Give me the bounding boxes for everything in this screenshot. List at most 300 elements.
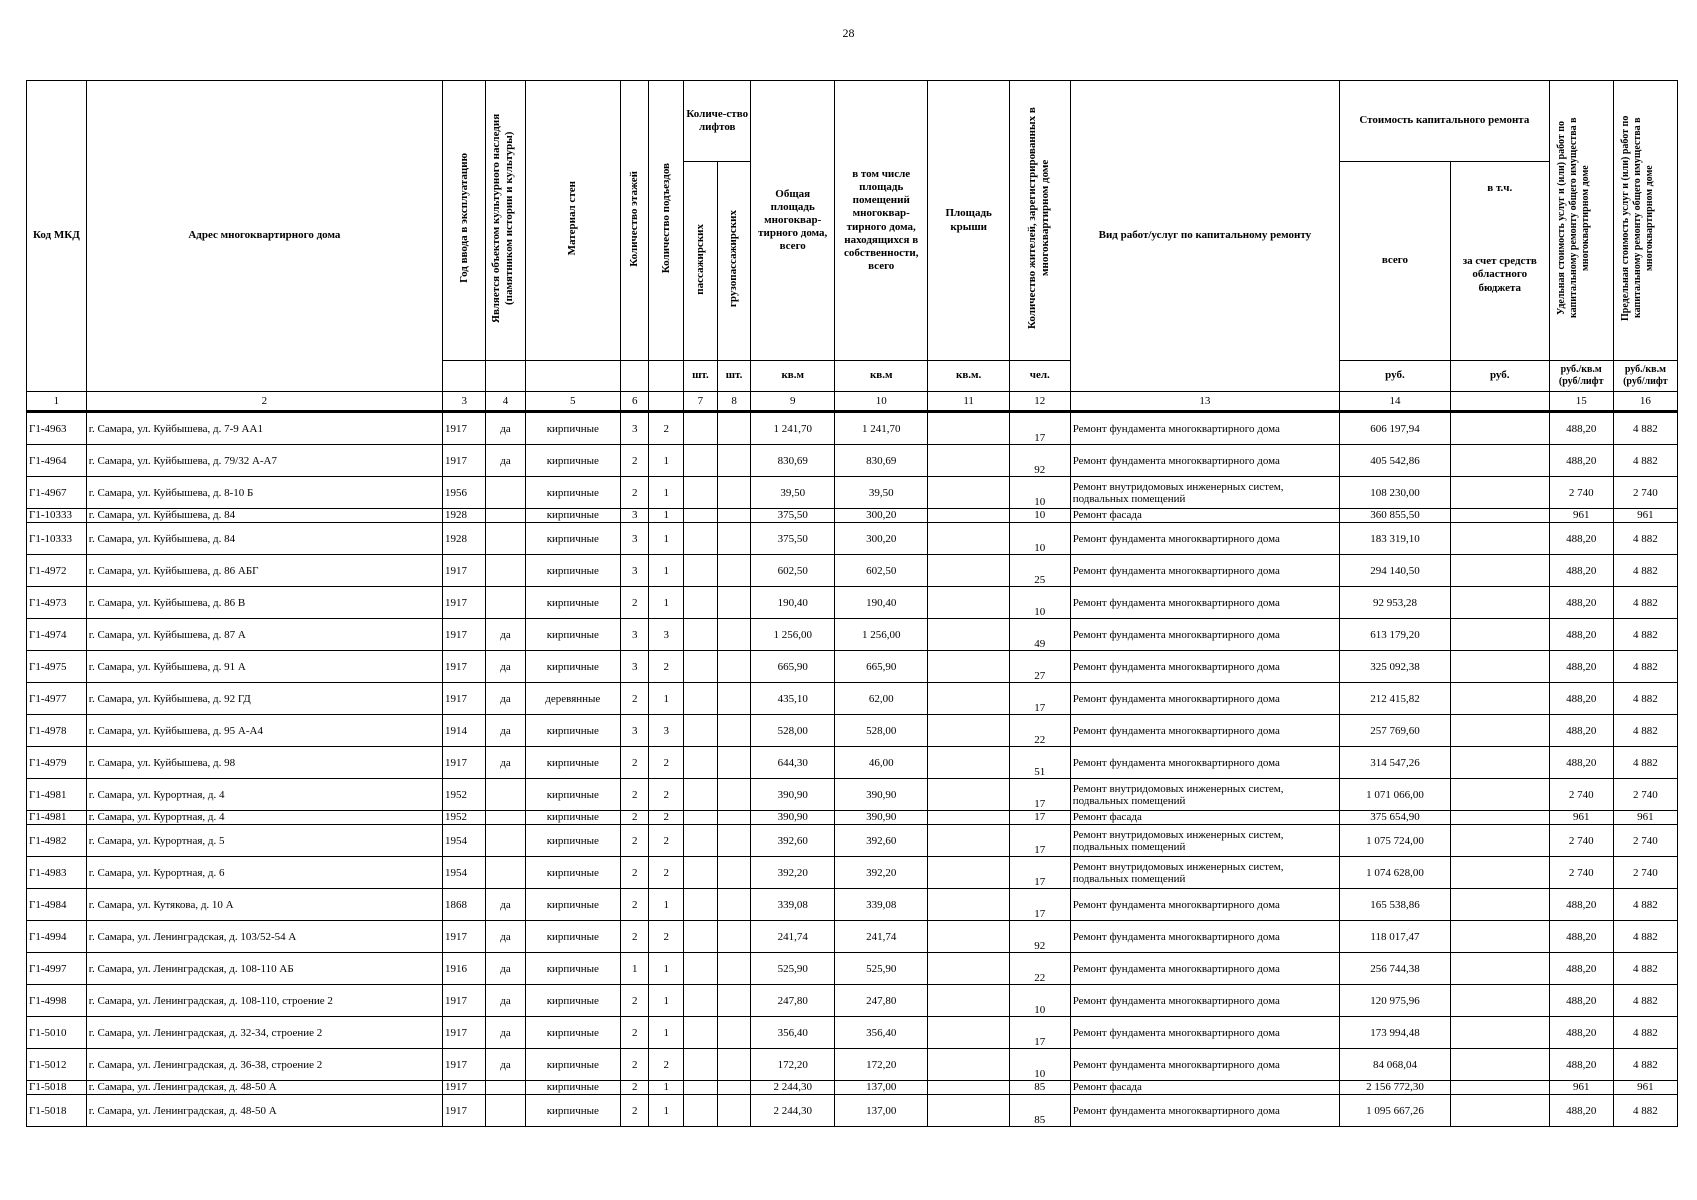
header-roof-area: Площадь крыши [928,81,1009,361]
cell-roof-area [928,779,1009,811]
table-row [27,555,1678,587]
cell-lift-cargo [717,523,751,555]
cell-floors: 2 [621,477,649,509]
header-work-type: Вид работ/услуг по капитальному ремонту [1070,81,1339,392]
cell-cost-total: 1 095 667,26 [1340,1095,1451,1127]
cell-entrances: 2 [649,651,684,683]
cell-limit-cost: 4 882 [1613,587,1677,619]
cell-cost-regional [1450,1081,1549,1095]
header-year [442,81,485,361]
cell-unit-cost: 961 [1549,509,1613,523]
cell-address: г. Самара, ул. Куйбышева, д. 87 А [86,619,442,651]
cell-limit-cost: 2 740 [1613,779,1677,811]
cell-unit-cost: 488,20 [1549,921,1613,953]
cell-heritage [486,779,525,811]
column-number: 11 [928,392,1009,412]
cell-year: 1917 [442,651,485,683]
header-entrances-label: Количество подъездов [659,163,672,274]
cell-address: г. Самара, ул. Ленинградская, д. 48-50 А [86,1081,442,1095]
cell-residents: 10 [1009,477,1070,509]
cell-year: 1917 [442,1081,485,1095]
cell-total-area: 241,74 [751,921,835,953]
cell-total-area: 392,20 [751,857,835,889]
cell-work-type: Ремонт фасада [1070,509,1339,523]
cell-floors: 2 [621,683,649,715]
cell-owned-area: 172,20 [835,1049,928,1081]
cell-limit-cost: 4 882 [1613,651,1677,683]
cell-limit-cost: 4 882 [1613,921,1677,953]
cell-heritage [486,587,525,619]
cell-code: Г1-10333 [27,523,87,555]
cell-cost-regional [1450,857,1549,889]
cell-owned-area: 241,74 [835,921,928,953]
cell-entrances: 1 [649,1017,684,1049]
cell-address: г. Самара, ул. Куйбышева, д. 92 ГД [86,683,442,715]
cell-unit-cost: 2 740 [1549,477,1613,509]
cell-year: 1917 [442,1017,485,1049]
cell-floors: 3 [621,523,649,555]
cell-roof-area [928,477,1009,509]
cell-floors: 2 [621,985,649,1017]
header-total-area: Общая площадь многоквар-тирного дома, всего [751,81,835,361]
column-number: 7 [684,392,718,412]
cell-unit-cost: 488,20 [1549,889,1613,921]
cell-entrances: 1 [649,1095,684,1127]
cell-residents: 10 [1009,523,1070,555]
cell-code: Г1-4973 [27,587,87,619]
cell-cost-regional [1450,779,1549,811]
cell-entrances: 2 [649,779,684,811]
header-year-label: Год ввода в эксплуатацию [457,153,470,284]
cell-total-area: 644,30 [751,747,835,779]
cell-address: г. Самара, ул. Кутякова, д. 10 А [86,889,442,921]
header-floors [621,81,649,361]
cell-address: г. Самара, ул. Куйбышева, д. 84 [86,509,442,523]
cell-cost-regional [1450,747,1549,779]
cell-unit-cost: 488,20 [1549,445,1613,477]
cell-cost-regional [1450,889,1549,921]
cell-roof-area [928,889,1009,921]
header-address: Адрес многоквартирного дома [86,81,442,392]
column-number: 13 [1070,392,1339,412]
cell-lift-cargo [717,1095,751,1127]
cell-wall: кирпичные [525,857,621,889]
cell-wall: кирпичные [525,889,621,921]
header-cost-regional: за счет средств областного бюджета [1462,255,1537,294]
cell-address: г. Самара, ул. Ленинградская, д. 108-110 АБ [86,953,442,985]
cell-work-type: Ремонт фасада [1070,811,1339,825]
cell-cost-regional [1450,811,1549,825]
cell-roof-area [928,825,1009,857]
cell-entrances: 1 [649,523,684,555]
cell-code: Г1-5010 [27,1017,87,1049]
cell-wall: кирпичные [525,921,621,953]
cell-unit-cost: 488,20 [1549,412,1613,445]
cell-total-area: 602,50 [751,555,835,587]
cell-unit-cost: 488,20 [1549,523,1613,555]
header-unit-cost-label: Удельная стоимость услуг и (или) работ по капитальному ремонту общего имущества в многоквартирном доме [1556,118,1592,319]
cell-year: 1917 [442,747,485,779]
cell-code: Г1-4982 [27,825,87,857]
cell-work-type: Ремонт фундамента многоквартирного дома [1070,747,1339,779]
header-wall-label: Материал стен [566,181,579,256]
cell-owned-area: 1 241,70 [835,412,928,445]
cell-year: 1917 [442,1095,485,1127]
cell-lift-passenger [684,683,718,715]
cell-limit-cost: 4 882 [1613,1049,1677,1081]
cell-cost-total: 314 547,26 [1340,747,1451,779]
cell-total-area: 247,80 [751,985,835,1017]
cell-residents: 10 [1009,509,1070,523]
cell-roof-area [928,1049,1009,1081]
cell-cost-regional [1450,412,1549,445]
cell-code: Г1-4981 [27,779,87,811]
table-header [27,81,1678,412]
cell-lift-cargo [717,811,751,825]
cell-wall: кирпичные [525,811,621,825]
cell-owned-area: 247,80 [835,985,928,1017]
cell-year: 1954 [442,857,485,889]
cell-lift-cargo [717,555,751,587]
cell-year: 1928 [442,509,485,523]
cell-total-area: 1 241,70 [751,412,835,445]
cell-limit-cost: 2 740 [1613,825,1677,857]
cell-lift-cargo [717,683,751,715]
cell-cost-total: 606 197,94 [1340,412,1451,445]
cell-lift-passenger [684,825,718,857]
cell-unit-cost: 2 740 [1549,857,1613,889]
cell-cost-total: 165 538,86 [1340,889,1451,921]
column-number: 4 [486,392,525,412]
cell-lift-cargo [717,587,751,619]
table-body [27,412,1678,1127]
cell-wall: кирпичные [525,715,621,747]
cell-roof-area [928,555,1009,587]
cell-floors: 3 [621,651,649,683]
cell-roof-area [928,1081,1009,1095]
cell-work-type: Ремонт фундамента многоквартирного дома [1070,619,1339,651]
cell-lift-passenger [684,1095,718,1127]
table-row [27,1095,1678,1127]
cell-year: 1917 [442,683,485,715]
cell-roof-area [928,412,1009,445]
cell-floors: 2 [621,1017,649,1049]
cell-cost-total: 1 071 066,00 [1340,779,1451,811]
cell-work-type: Ремонт фундамента многоквартирного дома [1070,587,1339,619]
column-number: 5 [525,392,621,412]
cell-roof-area [928,857,1009,889]
cell-limit-cost: 4 882 [1613,1017,1677,1049]
cell-cost-total: 375 654,90 [1340,811,1451,825]
cell-limit-cost: 4 882 [1613,953,1677,985]
cell-lift-cargo [717,857,751,889]
table-row [27,889,1678,921]
cell-year: 1952 [442,779,485,811]
cell-work-type: Ремонт фундамента многоквартирного дома [1070,1017,1339,1049]
header-lift-passenger [684,162,718,361]
cell-owned-area: 528,00 [835,715,928,747]
cell-heritage [486,509,525,523]
table-row [27,715,1678,747]
cell-cost-regional [1450,825,1549,857]
cell-wall: кирпичные [525,747,621,779]
cell-entrances: 1 [649,477,684,509]
cell-work-type: Ремонт фундамента многоквартирного дома [1070,1049,1339,1081]
cell-cost-total: 92 953,28 [1340,587,1451,619]
cell-roof-area [928,1095,1009,1127]
cell-owned-area: 390,90 [835,779,928,811]
cell-address: г. Самара, ул. Куйбышева, д. 7-9 АА1 [86,412,442,445]
cell-lift-passenger [684,715,718,747]
cell-address: г. Самара, ул. Куйбышева, д. 98 [86,747,442,779]
cell-cost-total: 118 017,47 [1340,921,1451,953]
cell-work-type: Ремонт фундамента многоквартирного дома [1070,985,1339,1017]
cell-lift-passenger [684,587,718,619]
column-number [1450,392,1549,412]
cell-code: Г1-5018 [27,1095,87,1127]
cell-lift-passenger [684,811,718,825]
cell-heritage [486,825,525,857]
header-limit-cost [1613,81,1677,361]
cell-cost-total: 294 140,50 [1340,555,1451,587]
cell-year: 1928 [442,523,485,555]
cell-work-type: Ремонт внутридомовых инженерных систем, подвальных помещений [1070,477,1339,509]
cell-limit-cost: 961 [1613,1081,1677,1095]
cell-unit-cost: 488,20 [1549,587,1613,619]
cell-roof-area [928,587,1009,619]
table-row [27,811,1678,825]
table-row [27,857,1678,889]
cell-work-type: Ремонт фундамента многоквартирного дома [1070,953,1339,985]
cell-work-type: Ремонт фундамента многоквартирного дома [1070,445,1339,477]
cell-entrances: 1 [649,587,684,619]
cell-owned-area: 665,90 [835,651,928,683]
cell-cost-total: 173 994,48 [1340,1017,1451,1049]
cell-residents: 27 [1009,651,1070,683]
cell-heritage: да [486,953,525,985]
cell-lift-cargo [717,477,751,509]
cell-code: Г1-4972 [27,555,87,587]
cell-floors: 3 [621,555,649,587]
cell-lift-passenger [684,555,718,587]
cell-total-area: 375,50 [751,509,835,523]
cell-cost-total: 257 769,60 [1340,715,1451,747]
cell-code: Г1-5018 [27,1081,87,1095]
cell-lift-passenger [684,857,718,889]
cell-year: 1914 [442,715,485,747]
cell-cost-total: 1 075 724,00 [1340,825,1451,857]
cell-owned-area: 602,50 [835,555,928,587]
cell-heritage: да [486,1017,525,1049]
cell-entrances: 2 [649,825,684,857]
cell-wall: кирпичные [525,651,621,683]
cell-total-area: 375,50 [751,523,835,555]
unit-limit-cost: руб./кв.м (руб/лифт [1613,361,1677,392]
cell-work-type: Ремонт фундамента многоквартирного дома [1070,412,1339,445]
cell-owned-area: 390,90 [835,811,928,825]
cell-year: 1952 [442,811,485,825]
cell-residents: 17 [1009,779,1070,811]
cell-floors: 1 [621,953,649,985]
cell-year: 1917 [442,412,485,445]
cell-code: Г1-4998 [27,985,87,1017]
cell-address: г. Самара, ул. Куйбышева, д. 95 А-А4 [86,715,442,747]
cell-code: Г1-4967 [27,477,87,509]
cell-address: г. Самара, ул. Курортная, д. 4 [86,811,442,825]
cell-unit-cost: 488,20 [1549,555,1613,587]
cell-residents: 51 [1009,747,1070,779]
cell-residents: 17 [1009,412,1070,445]
cell-floors: 2 [621,747,649,779]
cell-lift-passenger [684,921,718,953]
unit-heritage [486,361,525,392]
cell-total-area: 392,60 [751,825,835,857]
cell-wall: кирпичные [525,1095,621,1127]
column-number: 9 [751,392,835,412]
cell-unit-cost: 488,20 [1549,1049,1613,1081]
cell-total-area: 2 244,30 [751,1095,835,1127]
cell-floors: 3 [621,619,649,651]
cell-wall: кирпичные [525,1017,621,1049]
cell-code: Г1-4975 [27,651,87,683]
cell-wall: кирпичные [525,555,621,587]
cell-lift-passenger [684,412,718,445]
cell-heritage: да [486,619,525,651]
cell-floors: 2 [621,921,649,953]
cell-cost-regional [1450,953,1549,985]
column-number: 3 [442,392,485,412]
cell-heritage [486,555,525,587]
cell-roof-area [928,619,1009,651]
cell-code: Г1-4997 [27,953,87,985]
cell-roof-area [928,921,1009,953]
cell-limit-cost: 2 740 [1613,857,1677,889]
cell-work-type: Ремонт фундамента многоквартирного дома [1070,715,1339,747]
cell-cost-regional [1450,715,1549,747]
cell-entrances: 1 [649,445,684,477]
cell-address: г. Самара, ул. Куйбышева, д. 84 [86,523,442,555]
cell-limit-cost: 961 [1613,509,1677,523]
cell-heritage: да [486,921,525,953]
cell-cost-total: 360 855,50 [1340,509,1451,523]
cell-work-type: Ремонт фасада [1070,1081,1339,1095]
cell-cost-regional [1450,1095,1549,1127]
cell-code: Г1-4964 [27,445,87,477]
table-row [27,825,1678,857]
cell-lift-passenger [684,747,718,779]
cell-unit-cost: 961 [1549,811,1613,825]
cell-residents: 22 [1009,953,1070,985]
header-heritage-label: Является объектом культурного наследия (памятником истории и культуры) [490,113,516,323]
cell-owned-area: 525,90 [835,953,928,985]
table-row [27,523,1678,555]
cell-wall: деревянные [525,683,621,715]
cell-cost-regional [1450,555,1549,587]
table-row [27,1081,1678,1095]
cell-residents: 17 [1009,889,1070,921]
cell-year: 1917 [442,1049,485,1081]
cell-lift-cargo [717,921,751,953]
cell-lift-cargo [717,1081,751,1095]
cell-limit-cost: 4 882 [1613,412,1677,445]
table-row [27,412,1678,445]
cell-cost-total: 108 230,00 [1340,477,1451,509]
cell-residents: 49 [1009,619,1070,651]
cell-code: Г1-5012 [27,1049,87,1081]
cell-roof-area [928,985,1009,1017]
cell-cost-total: 256 744,38 [1340,953,1451,985]
cell-owned-area: 830,69 [835,445,928,477]
cell-heritage: да [486,985,525,1017]
cell-floors: 2 [621,825,649,857]
cell-wall: кирпичные [525,587,621,619]
cell-heritage: да [486,1049,525,1081]
header-lift-cargo [717,162,751,361]
cell-residents: 17 [1009,1017,1070,1049]
unit-lift-passenger: шт. [684,361,718,392]
header-lift-cargo-label: грузопассажирских [727,210,740,308]
cell-owned-area: 190,40 [835,587,928,619]
table-row [27,509,1678,523]
cell-roof-area [928,747,1009,779]
cell-cost-regional [1450,619,1549,651]
cell-code: Г1-4974 [27,619,87,651]
header-code: Код МКД [27,81,87,392]
cell-floors: 3 [621,509,649,523]
unit-wall [525,361,621,392]
cell-lift-passenger [684,1017,718,1049]
cell-floors: 2 [621,889,649,921]
cell-unit-cost: 488,20 [1549,1095,1613,1127]
cell-owned-area: 392,20 [835,857,928,889]
cell-cost-regional [1450,683,1549,715]
cell-code: Г1-10333 [27,509,87,523]
table-row [27,747,1678,779]
cell-year: 1917 [442,587,485,619]
cell-wall: кирпичные [525,477,621,509]
cell-residents: 92 [1009,921,1070,953]
cell-code: Г1-4983 [27,857,87,889]
cell-wall: кирпичные [525,509,621,523]
cell-owned-area: 137,00 [835,1095,928,1127]
cell-total-area: 830,69 [751,445,835,477]
cell-heritage [486,857,525,889]
cell-total-area: 172,20 [751,1049,835,1081]
cell-lift-cargo [717,509,751,523]
cell-entrances: 2 [649,747,684,779]
unit-unit-cost: руб./кв.м (руб/лифт [1549,361,1613,392]
cell-entrances: 1 [649,509,684,523]
cell-code: Г1-4978 [27,715,87,747]
cell-owned-area: 300,20 [835,523,928,555]
cell-floors: 2 [621,779,649,811]
cell-floors: 3 [621,715,649,747]
header-residents-label: Количество жителей, зарегистрированных в многоквартирном доме [1025,107,1051,330]
header-residents [1009,81,1070,361]
cell-total-area: 190,40 [751,587,835,619]
cell-lift-passenger [684,619,718,651]
cell-unit-cost: 488,20 [1549,651,1613,683]
header-owned-area: в том числе площадь помещений многоквар-тирного дома, находящихся в собственности, всего [835,81,928,361]
unit-cost-total: руб. [1340,361,1451,392]
cell-owned-area: 62,00 [835,683,928,715]
cell-code: Г1-4977 [27,683,87,715]
cell-residents: 92 [1009,445,1070,477]
table-row [27,445,1678,477]
cell-code: Г1-4994 [27,921,87,953]
cell-residents: 17 [1009,857,1070,889]
cell-residents: 85 [1009,1081,1070,1095]
